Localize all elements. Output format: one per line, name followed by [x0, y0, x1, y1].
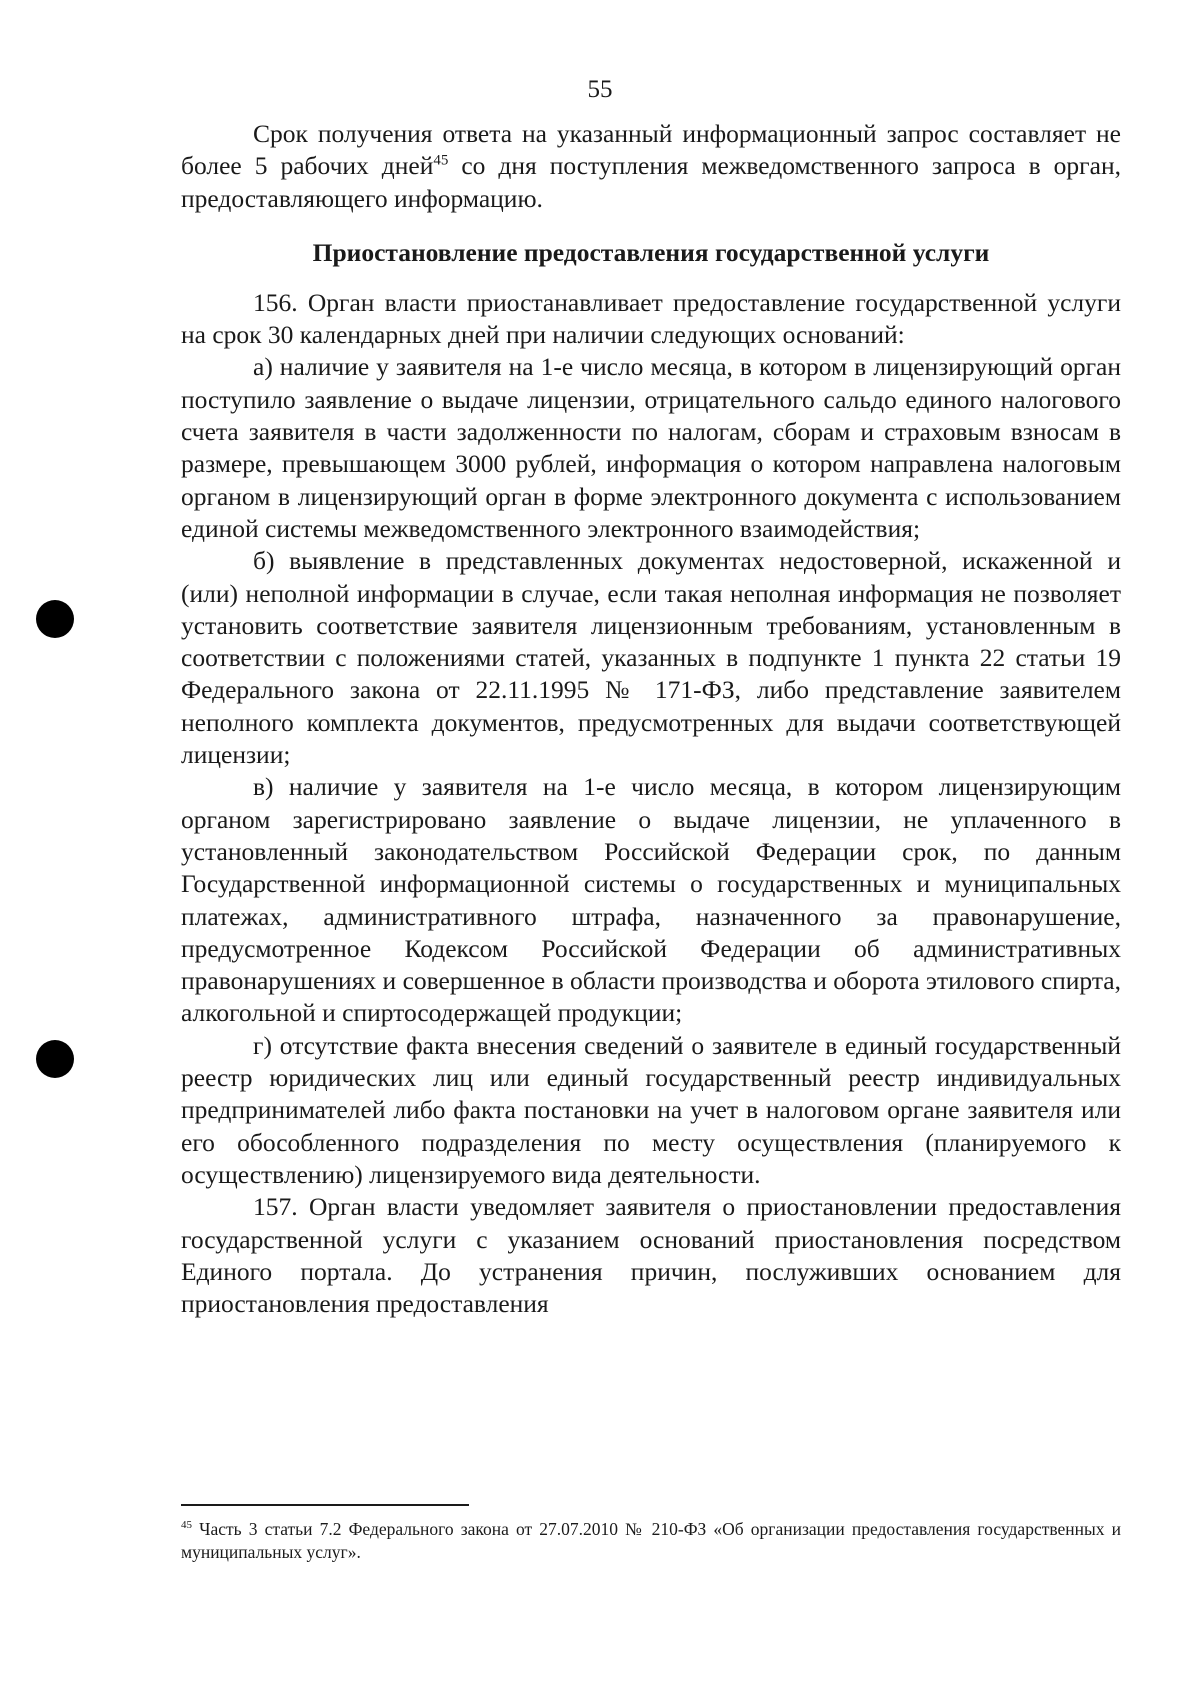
punch-hole-bottom [36, 1040, 74, 1078]
page-number: 55 [587, 76, 613, 103]
punch-hole-top [36, 600, 74, 638]
footnote-reference: 45 [433, 152, 449, 169]
section-title: Приостановление предоставления государственной услуги [312, 237, 990, 267]
intro-text-continued: со дня поступления межведомственного запроса в орган, предоставляющего информацию. [181, 151, 1121, 213]
paragraph-156-b: б) выявление в представленных документах недостоверной, искаженной и (или) неполной информации в случае, если такая неполная информация не позволяет установить соответствие заявителя лицензионным требованиям, установленным в соответствии с положениями статей, указанных в подпункте 1 пункта 22 статьи 19 Федерального закона от 22.11.1995 № 171-ФЗ, либо представление заявителем неполного комплекта документов, предусмотренных для выдачи соответствующей лицензии; [181, 546, 1121, 770]
footnote-separator [181, 1504, 469, 1506]
paragraph-156: 156. Орган власти приостанавливает предоставление государственной услуги на срок 30 календарных дней при наличии следующих оснований: [181, 287, 1121, 350]
paragraph-157: 157. Орган власти уведомляет заявителя о приостановлении предоставления государственной услуги с указанием оснований приостановления посредством Единого портала. До устранения причин, послуживших основанием для приостановления предоставления [181, 1192, 1121, 1319]
paragraph-156-v: в) наличие у заявителя на 1-е число месяца, в котором лицензирующим органом зарегистрировано заявление о выдаче лицензии, не уплаченного в установленный законодательством Российской Федерации срок, по данным Государственной информационной системы о государственных и муниципальных платежах, административного штрафа, назначенного за правонарушение, предусмотренное Кодексом Российской Федерации об административных правонарушениях и совершенное в области производства и оборота этилового спирта, алкогольной и спиртосодержащей продукции; [181, 772, 1121, 1028]
footnote-text: Часть 3 статьи 7.2 Федерального закона от 27.07.2010 № 210-ФЗ «Об организации предоставления государственных и муниципальных услуг». [181, 1519, 1121, 1562]
intro-text: Срок получения ответа на указанный информационный запрос составляет не более 5 рабочих дней [181, 119, 1121, 181]
intro-paragraph [181, 118, 1121, 215]
document-body [181, 118, 1121, 1320]
footnote-marker: 45 [181, 1519, 192, 1532]
paragraph-156-g: г) отсутствие факта внесения сведений о заявителе в единый государственный реестр юридических лиц или единый государственный реестр индивидуальных предпринимателей либо факта постановки на учет в налоговом органе заявителя или его обособленного подразделения по месту осуществления (планируемого к осуществлению) лицензируемого вида деятельности. [181, 1030, 1121, 1189]
paragraph-156-a: а) наличие у заявителя на 1-е число месяца, в котором в лицензирующий орган поступило заявление о выдаче лицензии, отрицательного сальдо единого налогового счета заявителя в части задолженности по налогам, сборам и страховым взносам в размере, превышающем 3000 рублей, информация о котором направлена налоговым органом в лицензирующий орган в форме электронного документа с использованием единой системы межведомственного электронного взаимодействия; [181, 352, 1121, 543]
footnote [181, 1518, 1121, 1564]
